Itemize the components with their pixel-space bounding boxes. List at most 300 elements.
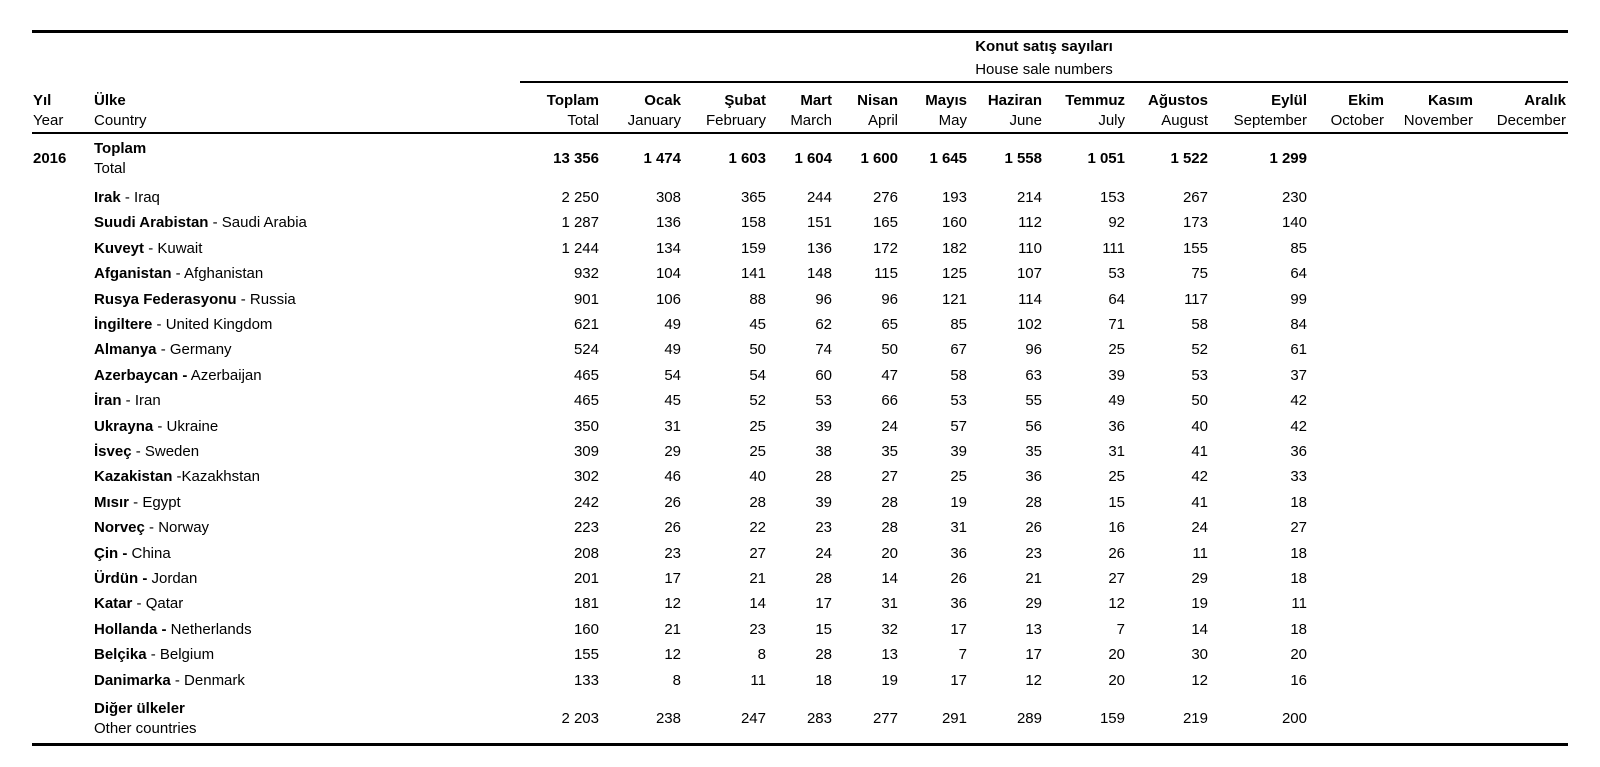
column-header-en: February [705, 112, 766, 129]
column-header-tr: Şubat [724, 92, 766, 109]
column-header-tr: Haziran [987, 92, 1042, 109]
table-cell: 111 [1102, 239, 1125, 257]
table-cell: 20 [1290, 646, 1307, 664]
table-cell: 49 [1108, 392, 1125, 410]
country-name-tr: Mısır [94, 493, 130, 511]
table-cell: 15 [815, 620, 832, 638]
table-cell: 41 [1191, 443, 1208, 460]
table-cell: 36 [1108, 417, 1125, 435]
table-cell: 64 [1290, 265, 1307, 283]
table-cell: 28 [815, 468, 832, 486]
country-name-tr: Kazakistan [94, 468, 173, 486]
table-cell: 28 [749, 493, 766, 511]
table-cell: 365 [740, 189, 766, 206]
table-cell: 140 [1281, 214, 1307, 232]
table-cell: 29 [1191, 570, 1208, 587]
table-cell: 136 [655, 214, 681, 232]
country-name-tr: Irak [94, 189, 121, 206]
table-cell: 28 [881, 519, 898, 537]
table-cell: 18 [1290, 620, 1307, 638]
table-cell: 16 [1290, 671, 1307, 689]
year-header-en: Year [33, 112, 64, 129]
country-name-tr: İsveç [94, 443, 132, 460]
country-name-tr: Hollanda - [94, 620, 167, 638]
table-cell: 17 [950, 671, 967, 689]
country-name-en: - Belgium [146, 646, 215, 664]
country-label [94, 418, 218, 435]
country-label [94, 570, 197, 587]
table-cell: 350 [573, 417, 599, 435]
table-cell: 155 [573, 646, 599, 664]
column-header-tr: Ekim [1348, 92, 1384, 109]
table-cell: 14 [1191, 620, 1208, 638]
other-label-en: Other countries [94, 720, 197, 737]
table-cell: 88 [749, 290, 766, 308]
table-cell: 96 [815, 290, 832, 308]
table-cell: 50 [1191, 392, 1208, 410]
table-cell: 27 [881, 468, 898, 486]
country-label [94, 265, 263, 282]
column-header-en: August [1161, 112, 1208, 129]
country-label [94, 189, 160, 206]
country-label [94, 519, 209, 536]
table-cell: 932 [573, 265, 599, 283]
table-cell: 8 [757, 646, 766, 664]
table-cell: 35 [1025, 443, 1042, 460]
country-name-en: - Saudi Arabia [208, 214, 307, 232]
table-cell: 18 [815, 671, 832, 689]
column-header-en: November [1403, 112, 1473, 129]
table-cell: 28 [815, 646, 832, 664]
table-cell: 21 [664, 620, 681, 638]
table-cell: 12 [664, 595, 681, 613]
year-value: 2016 [33, 150, 67, 167]
country-name-en: Netherlands [166, 620, 252, 638]
other-cell: 283 [806, 710, 832, 727]
table-cell: 104 [655, 265, 681, 283]
table-cell: 84 [1290, 316, 1307, 333]
table-cell: 66 [881, 392, 898, 410]
column-header-tr: Aralık [1524, 92, 1566, 109]
table-cell: 12 [1191, 671, 1208, 689]
table-cell: 26 [664, 493, 681, 511]
year-header-tr: Yıl [33, 92, 52, 109]
table-cell: 53 [815, 392, 832, 410]
country-name-en: - Iraq [120, 189, 160, 206]
other-label-tr: Diğer ülkeler [94, 700, 185, 717]
country-name-en: -Kazakhstan [172, 468, 260, 486]
table-cell: 121 [941, 290, 967, 308]
table-cell: 26 [950, 570, 967, 587]
table-cell: 20 [1108, 671, 1125, 689]
table-cell: 160 [573, 620, 599, 638]
table-cell: 31 [881, 595, 898, 613]
table-cell: 36 [1025, 468, 1042, 486]
table-cell: 33 [1290, 468, 1307, 486]
table-cell: 465 [573, 392, 599, 410]
column-header-tr: Ocak [644, 92, 681, 109]
table-cell: 58 [950, 366, 967, 384]
country-name-tr: Ürdün - [94, 570, 148, 587]
table-cell: 15 [1108, 493, 1125, 511]
table-cell: 24 [815, 544, 832, 562]
table-cell: 267 [1182, 189, 1208, 206]
table-cell: 61 [1290, 341, 1307, 359]
country-name-en: - Norway [144, 519, 210, 537]
table-cell: 12 [1108, 595, 1125, 613]
table-cell: 53 [950, 392, 967, 410]
table-cell: 242 [573, 493, 599, 511]
table-cell: 7 [958, 646, 967, 664]
table-cell: 125 [941, 265, 967, 283]
table-cell: 17 [1025, 646, 1042, 664]
table-cell: 28 [881, 493, 898, 511]
table-cell: 50 [749, 341, 766, 359]
table-cell: 14 [881, 570, 898, 587]
table-cell: 160 [941, 214, 967, 232]
table-cell: 23 [1025, 544, 1042, 562]
table-cell: 45 [664, 392, 681, 410]
table-cell: 172 [872, 239, 898, 257]
table-cell: 23 [664, 544, 681, 562]
table-cell: 24 [1191, 519, 1208, 537]
total-cell: 1 645 [929, 150, 967, 167]
table-cell: 25 [1108, 468, 1125, 486]
table-cell: 524 [573, 341, 599, 359]
table-cell: 39 [950, 443, 967, 460]
country-label [94, 595, 183, 612]
table-cell: 25 [1108, 341, 1125, 359]
country-name-tr: Norveç [94, 519, 145, 537]
country-header-en: Country [94, 112, 147, 129]
column-header-en: March [790, 112, 832, 129]
country-name-en: Jordan [147, 570, 198, 587]
table-cell: 158 [740, 214, 766, 232]
table-cell: 85 [950, 316, 967, 333]
other-cell: 289 [1016, 710, 1042, 727]
country-name-en: - Afghanistan [171, 265, 264, 283]
country-header-tr: Ülke [94, 92, 126, 109]
table-cell: 36 [1290, 443, 1307, 460]
table-cell: 31 [950, 519, 967, 537]
column-header-tr: Nisan [857, 92, 898, 109]
table-cell: 148 [806, 265, 832, 283]
country-label [94, 392, 161, 409]
table-cell: 27 [1290, 519, 1307, 537]
table-cell: 12 [1025, 671, 1042, 689]
table-cell: 26 [1108, 544, 1125, 562]
total-label-en: Total [94, 160, 126, 177]
country-label [94, 214, 307, 231]
country-name-tr: İngiltere [94, 316, 153, 333]
column-header-tr: Temmuz [1065, 92, 1125, 109]
country-name-tr: Rusya Federasyonu [94, 290, 237, 308]
table-cell: 208 [573, 544, 599, 562]
country-name-en: - Russia [236, 290, 296, 308]
table-cell: 65 [881, 316, 898, 333]
other-cell: 159 [1099, 710, 1125, 727]
table-cell: 22 [749, 519, 766, 537]
table-cell: 27 [1108, 570, 1125, 587]
table-cell: 47 [881, 366, 898, 384]
top-rule [32, 30, 1568, 33]
title-underline [520, 81, 1568, 83]
column-header-en: July [1098, 112, 1125, 129]
table-cell: 27 [749, 544, 766, 562]
table-cell: 182 [941, 239, 967, 257]
country-name-en: - Egypt [129, 493, 181, 511]
table-cell: 41 [1191, 493, 1208, 511]
country-label [94, 316, 272, 333]
country-name-tr: Danimarka [94, 671, 171, 689]
table-cell: 11 [750, 671, 766, 689]
table-cell: 49 [664, 341, 681, 359]
table-cell: 901 [573, 290, 599, 308]
table-cell: 23 [815, 519, 832, 537]
table-cell: 23 [749, 620, 766, 638]
column-header-en: June [1009, 112, 1042, 129]
table-cell: 74 [815, 341, 832, 359]
table-cell: 223 [573, 519, 599, 537]
column-header-en: May [938, 112, 967, 129]
table-cell: 136 [806, 239, 832, 257]
table-cell: 214 [1016, 189, 1042, 206]
table-cell: 29 [1025, 595, 1042, 613]
table-cell: 308 [655, 189, 681, 206]
country-label [94, 468, 260, 485]
table-cell: 19 [1191, 595, 1208, 613]
table-cell: 53 [1108, 265, 1125, 283]
table-cell: 193 [941, 189, 967, 206]
table-title-tr: Konut satış sayıları [975, 38, 1113, 55]
table-cell: 45 [749, 316, 766, 333]
table-cell: 50 [881, 341, 898, 359]
table-cell: 26 [664, 519, 681, 537]
country-label [94, 646, 214, 663]
total-cell: 1 299 [1269, 150, 1307, 167]
table-cell: 49 [664, 316, 681, 333]
total-cell: 1 558 [1004, 150, 1042, 167]
country-name-en: China [127, 544, 171, 562]
table-cell: 39 [815, 417, 832, 435]
other-cell: 219 [1182, 710, 1208, 727]
table-cell: 17 [950, 620, 967, 638]
table-cell: 107 [1016, 265, 1042, 283]
table-cell: 13 [881, 646, 898, 664]
table-cell: 7 [1116, 620, 1125, 638]
country-label [94, 672, 245, 689]
country-name-en: - Kuwait [144, 239, 203, 257]
country-name-tr: Çin - [94, 544, 128, 562]
country-name-tr: Azerbaycan - [94, 366, 188, 384]
table-cell: 2 250 [561, 189, 599, 206]
country-name-tr: Suudi Arabistan [94, 214, 209, 232]
table-cell: 159 [740, 239, 766, 257]
table-cell: 42 [1290, 392, 1307, 410]
table-cell: 181 [573, 595, 599, 613]
table-cell: 21 [749, 570, 766, 587]
table-cell: 92 [1108, 214, 1125, 232]
country-name-tr: Kuveyt [94, 239, 145, 257]
table-cell: 102 [1016, 316, 1042, 333]
table-cell: 62 [815, 316, 832, 333]
table-cell: 39 [1108, 366, 1125, 384]
table-cell: 20 [1108, 646, 1125, 664]
table-cell: 309 [573, 443, 599, 460]
table-cell: 30 [1191, 646, 1208, 664]
table-cell: 42 [1191, 468, 1208, 486]
country-name-tr: Ukrayna [94, 417, 154, 435]
country-name-en: - Denmark [170, 671, 245, 689]
bottom-rule [32, 743, 1568, 746]
column-header-en: October [1330, 112, 1384, 129]
country-name-en: - Germany [156, 341, 232, 359]
column-header-en: December [1496, 112, 1566, 129]
table-cell: 75 [1191, 265, 1208, 283]
table-cell: 165 [872, 214, 898, 232]
table-cell: 28 [815, 570, 832, 587]
table-cell: 17 [815, 595, 832, 613]
table-cell: 141 [740, 265, 766, 283]
header-rule [32, 132, 1568, 134]
table-title-en: House sale numbers [975, 61, 1113, 78]
column-header-tr: Mayıs [925, 92, 967, 109]
table-cell: 25 [749, 443, 766, 460]
total-cell: 1 604 [794, 150, 832, 167]
table-cell: 17 [664, 570, 681, 587]
table-cell: 28 [1025, 493, 1042, 511]
country-name-tr: Afganistan [94, 265, 172, 283]
table-cell: 621 [573, 316, 599, 333]
column-header-en: September [1233, 112, 1307, 129]
column-header-tr: Mart [800, 92, 832, 109]
country-name-en: Azerbaijan [187, 366, 262, 384]
table-cell: 20 [881, 544, 898, 562]
table-cell: 32 [881, 620, 898, 638]
other-cell: 291 [941, 710, 967, 727]
table-cell: 11 [1291, 595, 1307, 613]
table-cell: 21 [1025, 570, 1042, 587]
table-cell: 133 [573, 671, 599, 689]
column-header-en: Total [567, 112, 599, 129]
table-cell: 12 [664, 646, 681, 664]
total-cell: 1 051 [1087, 150, 1125, 167]
table-cell: 29 [664, 443, 681, 460]
table-cell: 54 [749, 366, 766, 384]
table-cell: 173 [1182, 214, 1208, 232]
table-cell: 25 [950, 468, 967, 486]
table-cell: 11 [1192, 544, 1208, 562]
table-cell: 36 [950, 544, 967, 562]
country-label [94, 240, 202, 257]
table-cell: 52 [1191, 341, 1208, 359]
table-cell: 110 [1018, 239, 1042, 257]
other-cell: 247 [740, 710, 766, 727]
table-cell: 244 [806, 189, 832, 206]
table-cell: 46 [664, 468, 681, 486]
country-label [94, 494, 181, 511]
table-cell: 1 287 [561, 214, 599, 232]
total-cell: 1 522 [1170, 150, 1208, 167]
column-header-en: January [627, 112, 681, 129]
table-cell: 85 [1290, 239, 1307, 257]
total-cell: 1 603 [728, 150, 766, 167]
other-cell: 238 [655, 710, 681, 727]
total-cell: 1 474 [643, 150, 681, 167]
country-label [94, 545, 171, 562]
table-cell: 35 [881, 443, 898, 460]
table-cell: 37 [1290, 366, 1307, 384]
table-cell: 18 [1290, 570, 1307, 587]
table-cell: 26 [1025, 519, 1042, 537]
table-cell: 52 [749, 392, 766, 410]
table-cell: 40 [1191, 417, 1208, 435]
table-cell: 155 [1182, 239, 1208, 257]
total-cell: 1 600 [860, 150, 898, 167]
table-cell: 36 [950, 595, 967, 613]
table-cell: 151 [806, 214, 832, 232]
table-cell: 19 [881, 671, 898, 689]
other-cell: 277 [872, 710, 898, 727]
table-cell: 25 [749, 417, 766, 435]
table-cell: 19 [950, 493, 967, 511]
table-cell: 18 [1290, 493, 1307, 511]
table-cell: 153 [1099, 189, 1125, 206]
table-cell: 18 [1290, 544, 1307, 562]
table-cell: 39 [815, 493, 832, 511]
table-cell: 40 [749, 468, 766, 486]
column-header-tr: Toplam [546, 92, 599, 109]
table-cell: 56 [1025, 417, 1042, 435]
table-cell: 276 [872, 189, 898, 206]
country-name-en: - United Kingdom [152, 316, 273, 333]
table-cell: 67 [950, 341, 967, 359]
table-cell: 24 [881, 417, 898, 435]
table-cell: 134 [655, 239, 681, 257]
table-cell: 38 [815, 443, 832, 460]
country-name-tr: Katar [94, 595, 133, 613]
table-cell: 71 [1108, 316, 1125, 333]
country-name-en: - Sweden [131, 443, 200, 460]
column-header-tr: Eylül [1271, 92, 1307, 109]
other-cell: 200 [1281, 710, 1307, 727]
table-cell: 230 [1281, 189, 1307, 206]
other-cell: 2 203 [561, 710, 599, 727]
table-cell: 96 [881, 290, 898, 308]
country-name-tr: Almanya [94, 341, 157, 359]
country-name-en: - Ukraine [153, 417, 219, 435]
table-cell: 14 [749, 595, 766, 613]
country-name-en: - Qatar [132, 595, 184, 613]
country-label [94, 443, 199, 460]
table-cell: 64 [1108, 290, 1125, 308]
table-cell: 201 [573, 570, 599, 587]
table-cell: 1 244 [561, 239, 599, 257]
table-cell: 115 [874, 265, 898, 283]
country-label [94, 291, 296, 308]
country-name-tr: İran [94, 392, 122, 410]
table-cell: 96 [1025, 341, 1042, 359]
table-cell: 42 [1290, 417, 1307, 435]
table-cell: 302 [573, 468, 599, 486]
table-cell: 114 [1018, 290, 1042, 308]
table-cell: 55 [1025, 392, 1042, 410]
table-cell: 112 [1018, 214, 1042, 232]
total-cell: 13 356 [553, 150, 599, 167]
table-cell: 465 [573, 366, 599, 384]
column-header-tr: Ağustos [1148, 92, 1208, 109]
column-header-en: April [867, 112, 898, 129]
